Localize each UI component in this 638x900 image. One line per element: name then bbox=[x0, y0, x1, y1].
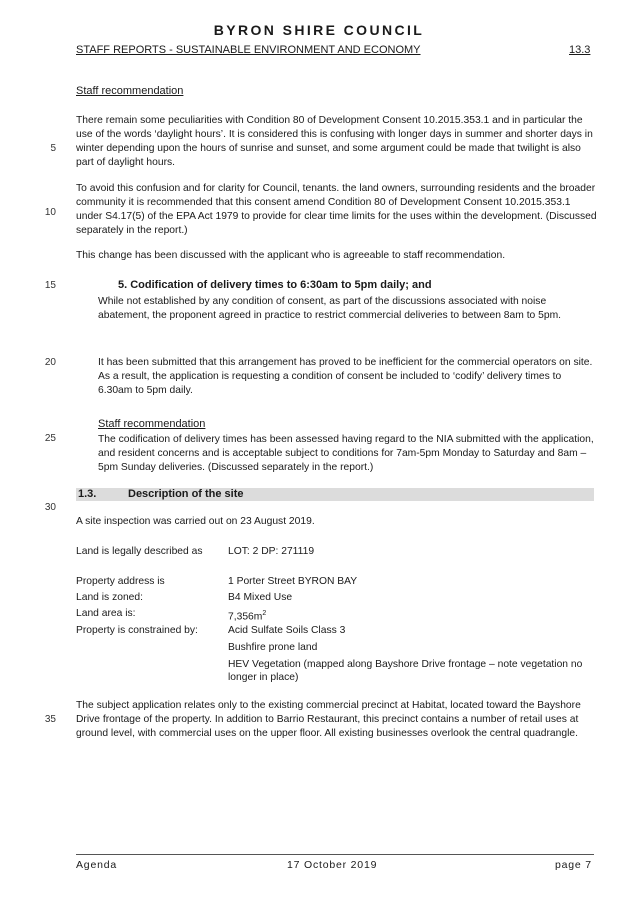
paragraph-site-inspection: A site inspection was carried out on 23 August 2019. bbox=[76, 516, 315, 527]
land-area-unit-superscript: 2 bbox=[262, 610, 267, 617]
footer-agenda: Agenda bbox=[76, 859, 118, 871]
paragraph-applicant-agreeable: This change has been discussed with the applicant who is agreeable to staff recommendation. bbox=[76, 250, 506, 261]
section-number: 1.3. bbox=[78, 488, 97, 500]
line-number: 20 bbox=[44, 357, 56, 368]
section-heading-bar bbox=[76, 488, 594, 501]
footer-date: 17 October 2019 bbox=[287, 859, 378, 871]
land-area-number: 7,356m bbox=[228, 611, 263, 623]
paragraph-condition-80: There remain some peculiarities with Condition 80 of Development Consent 10.2015.353.1 and in particular the use of the words ‘daylight hours’. It is considered this is confusing with longer days in summer and shorter days in winter depending upon the hours of sunrise and sunset, and some argument could be made that twilight is also part of daylight hours. bbox=[76, 115, 593, 168]
land-area-label: Land area is: bbox=[76, 608, 136, 619]
report-section-title: STAFF REPORTS - SUSTAINABLE ENVIRONMENT AND ECONOMY bbox=[76, 44, 421, 56]
zoning-label: Land is zoned: bbox=[76, 592, 143, 603]
paragraph-delivery-codification: The codification of delivery times has been assessed having regard to the NIA submitted with the application, and resident concerns and is acceptable subject to conditions for 7am-5pm Monday to Saturday and 8am – 5pm Sunday deliveries. (Discussed separately in the report.) bbox=[98, 434, 594, 473]
line-number: 30 bbox=[44, 502, 56, 513]
paragraph-commercial-precinct: The subject application relates only to the existing commercial precinct at Habitat, located toward the Bayshore Drive frontage of the property. In addition to Barrio Restaurant, this precinct contains a number of retail uses at ground level, with commercial uses on the upper floor. All existing businesses overlook the central quadrangle. bbox=[76, 700, 581, 739]
legal-description-value: LOT: 2 DP: 271119 bbox=[228, 546, 315, 557]
constraint-item: Bushfire prone land bbox=[228, 642, 318, 653]
paragraph-amend-condition: To avoid this confusion and for clarity for Council, tenants. the land owners, surrounding residents and the broader community it is recommended that this consent amend Condition 80 of Development Consent 10.2015.353.1 under S4.17(5) of the EPA Act 1979 to provide for clear time limits for the uses within the development. (Discussed separately in the report.) bbox=[76, 183, 597, 236]
constraint-item: Acid Sulfate Soils Class 3 bbox=[228, 625, 346, 636]
constraints-label: Property is constrained by: bbox=[76, 625, 198, 636]
line-number: 10 bbox=[44, 207, 56, 218]
council-title: BYRON SHIRE COUNCIL bbox=[213, 22, 425, 38]
paragraph-noise-abatement: While not established by any condition of consent, as part of the discussions associated with noise abatement, the proponent agreed in practice to restrict commercial deliveries to between 8am to 5pm. bbox=[98, 296, 562, 321]
line-number: 35 bbox=[44, 714, 56, 725]
section-title: Description of the site bbox=[128, 488, 244, 500]
land-area-value bbox=[228, 607, 598, 623]
item-number: 13.3 bbox=[569, 44, 591, 56]
constraint-item: HEV Vegetation (mapped along Bayshore Drive frontage – note vegetation no longer in place) bbox=[228, 659, 583, 683]
paragraph-delivery-inefficient: It has been submitted that this arrangement has proved to be inefficient for the commercial operators on site. As a result, the application is requesting a condition of consent be included to ‘codify’ delivery times to 6.30am to 5pm daily. bbox=[98, 357, 593, 396]
staff-recommendation-heading: Staff recommendation bbox=[98, 418, 206, 430]
item-5-heading: 5. Codification of delivery times to 6:30am to 5pm daily; and bbox=[118, 279, 432, 291]
footer-page-number: page 7 bbox=[555, 859, 592, 871]
line-number: 5 bbox=[50, 143, 56, 154]
zoning-value: B4 Mixed Use bbox=[228, 592, 293, 603]
line-number: 25 bbox=[44, 433, 56, 444]
footer-rule bbox=[76, 854, 594, 855]
property-address-label: Property address is bbox=[76, 576, 165, 587]
line-number: 15 bbox=[44, 280, 56, 291]
legal-description-label: Land is legally described as bbox=[76, 546, 203, 557]
staff-recommendation-heading: Staff recommendation bbox=[76, 85, 184, 97]
property-address-value: 1 Porter Street BYRON BAY bbox=[228, 576, 358, 587]
